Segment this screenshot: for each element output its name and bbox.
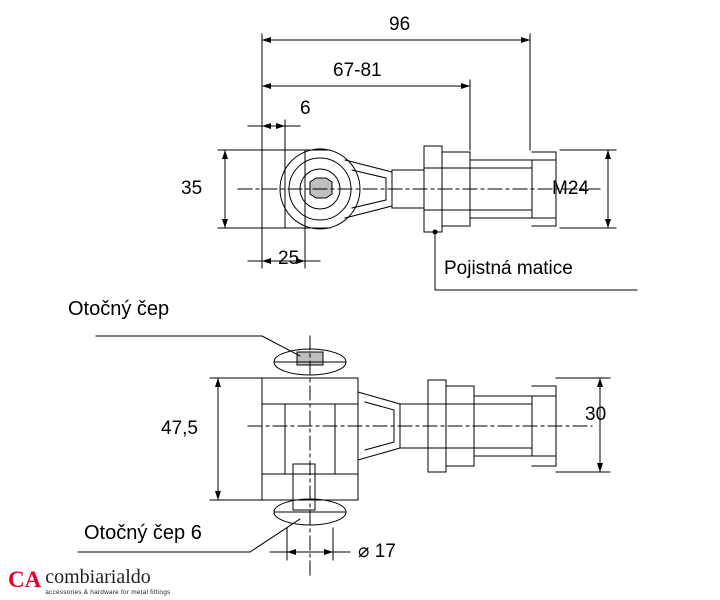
dim-96-group <box>262 34 530 150</box>
dim-label-plate-thickness: 6 <box>300 98 311 119</box>
dim-label-plate-height: 35 <box>181 178 203 199</box>
dim-47-5-group <box>210 378 262 500</box>
note-pivot-pin: Otočný čep <box>68 298 170 320</box>
brand-tagline: accessories & hardware for metal fittings <box>45 589 171 596</box>
brand-mark: CA <box>8 567 42 592</box>
dim-6-group <box>248 120 300 150</box>
dim-label-thread-size: M24 <box>552 178 589 199</box>
dim-label-knuckle-height: 47,5 <box>161 418 198 439</box>
dim-label-plate-length: 25 <box>278 248 300 269</box>
dim-label-pin-diameter: ⌀ 17 <box>358 541 396 562</box>
brand-logo <box>8 566 170 596</box>
dim-label-adjustment-range: 67-81 <box>333 60 382 81</box>
brand-name: combiarialdo <box>45 566 151 588</box>
dim-label-overall-length: 96 <box>389 14 411 35</box>
note-lock-nut: Pojistná matice <box>444 258 573 279</box>
dim-67-81-group <box>262 80 470 150</box>
note-pivot-pin-6: Otočný čep 6 <box>84 522 202 544</box>
dim-label-body-width: 30 <box>585 404 607 425</box>
pivot-pin-leader <box>96 336 300 356</box>
